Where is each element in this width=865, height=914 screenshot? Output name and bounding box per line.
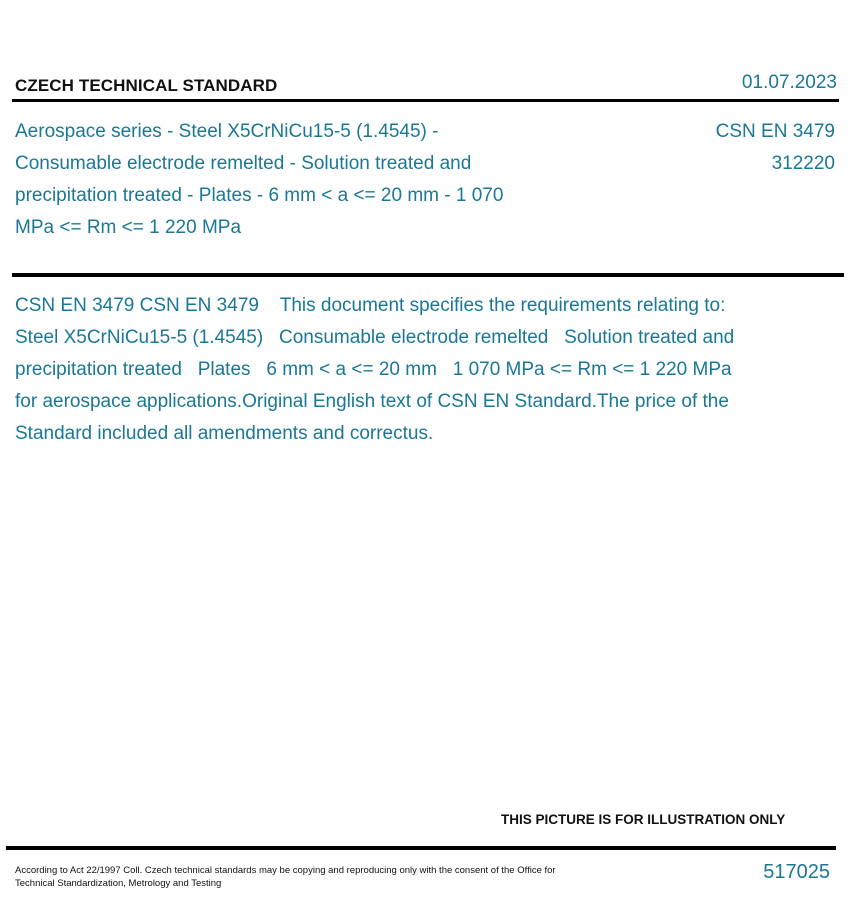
- standard-code-block: [716, 116, 835, 180]
- document-type-label: CZECH TECHNICAL STANDARD: [15, 76, 278, 95]
- title-divider: [12, 273, 844, 277]
- document-id: 517025: [763, 861, 830, 883]
- standard-description: CSN EN 3479 CSN EN 3479 This document specifies the requirements relating to: Steel X5CrNiCu15-5 (1.4545) Consumable electrode remelted Solution treated and precipitation treated Plates 6 mm < a <= 20 mm 1 070 MPa <= Rm <= 1 220 MPa for aerospace applications.Original English text of CSN EN Standard.The price of the Standard included all amendments and correctus.: [15, 295, 748, 444]
- standard-classification: 312220: [771, 153, 835, 174]
- header-divider: [12, 99, 839, 102]
- standard-number: CSN EN 3479: [715, 121, 835, 142]
- publication-date: 01.07.2023: [741, 72, 837, 93]
- footer-divider: [6, 846, 836, 850]
- illustration-notice: THIS PICTURE IS FOR ILLUSTRATION ONLY: [501, 812, 786, 827]
- legal-note: According to Act 22/1997 Coll. Czech technical standards may be copying and reproducing only with the consent of the Office for Technical Standardization, Metrology and Testing: [15, 865, 556, 889]
- standard-title: Aerospace series - Steel X5CrNiCu15-5 (1.4545) - Consumable electrode remelted - Solution treated and precipitation treated - Plates - 6 mm < a <= 20 mm - 1 070 MPa <= Rm <= 1 220 MPa: [15, 121, 504, 238]
